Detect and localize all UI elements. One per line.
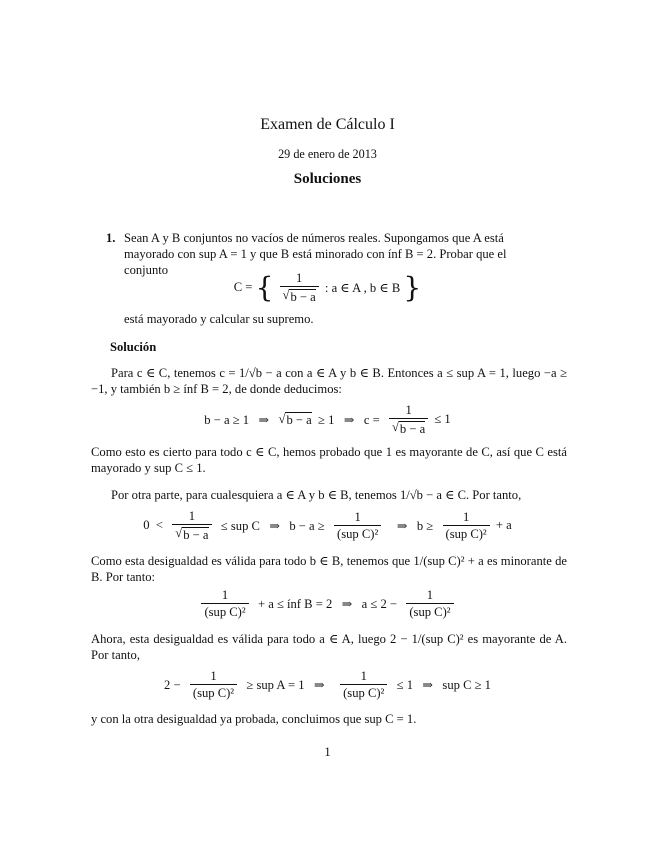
eq3-num2: 1 xyxy=(426,588,434,602)
eq4-part-c: ≤ 1 ⇒ sup C ≥ 1 xyxy=(393,678,491,692)
eq3-den1: (sup C)² xyxy=(201,603,248,619)
eq2-part-a: 0 < xyxy=(143,518,167,533)
eq1-num: 1 xyxy=(405,403,412,417)
eq4-den2: (sup C)² xyxy=(340,684,387,700)
set-eq-fraction xyxy=(280,272,319,304)
solution-heading: Solución xyxy=(110,340,157,354)
eq4-fraction-1 xyxy=(190,670,237,700)
solution-paragraph-6: y con la otra desigualdad ya probada, concluimos que sup C = 1. xyxy=(91,712,417,726)
eq3-part-a: + a ≤ ínf B = 2 ⇒ a ≤ 2 − xyxy=(254,597,401,611)
eq2-den3: (sup C)² xyxy=(443,525,490,541)
equation-4 xyxy=(0,670,655,700)
statement-line-3: conjunto xyxy=(124,263,169,277)
eq1-part-b: ≥ 1 ⇒ c = xyxy=(314,412,383,427)
eq4-den1: (sup C)² xyxy=(190,684,237,700)
eq4-fraction-2 xyxy=(340,670,387,700)
eq2-part-d: + a xyxy=(495,518,512,533)
eq2-den1: b − a xyxy=(183,527,209,542)
eq4-num1: 1 xyxy=(210,669,217,683)
eq2-num3: 1 xyxy=(462,509,470,524)
set-eq-condition: : a ∈ A , b ∈ B xyxy=(324,280,401,295)
statement-line-1: Sean A y B conjuntos no vacíos de números reales. Supongamos que A está xyxy=(124,231,504,245)
eq1-sqrt: b − a xyxy=(286,412,312,427)
solution-paragraph-4: Como esta desigualdad es válida para todo b ∈ B, tenemos que 1/(sup C)² + a es minorante de B. Por tanto: xyxy=(91,554,567,584)
set-eq-lhs: C = xyxy=(233,280,253,295)
eq2-part-c: ⇒ b ≥ xyxy=(387,518,437,533)
eq2-den1-wrap: √b − a xyxy=(172,524,211,542)
page-title: Examen de Cálculo I xyxy=(260,116,395,133)
solution-paragraph-2: Como esto es cierto para todo c ∈ C, hemos probado que 1 es mayorante de C, así que C está mayorado y sup C ≤ 1. xyxy=(91,445,567,475)
right-brace: } xyxy=(403,270,422,304)
solution-paragraph-1: Para c ∈ C, tenemos c = 1/√b − a con a ∈ A y b ∈ B. Entonces a ≤ sup A = 1, luego −a ≥ −1, y también b ≥ ínf B = 2, de donde deducimos: xyxy=(91,366,567,396)
eq1-fraction xyxy=(389,404,428,436)
set-eq-den-wrap: √b − a xyxy=(280,286,319,304)
problem-statement xyxy=(124,230,567,278)
equation-1 xyxy=(0,404,655,436)
set-eq-den: b − a xyxy=(290,289,316,304)
eq3-num1: 1 xyxy=(221,588,229,602)
statement-line-2: mayorado con sup A = 1 y que B está minorado con ínf B = 2. Probar que el xyxy=(124,247,507,261)
equation-3 xyxy=(0,589,655,619)
eq2-part-b: ≤ sup C ⇒ b − a ≥ xyxy=(217,518,328,533)
eq1-den-wrap: √b − a xyxy=(389,418,428,436)
eq2-num1: 1 xyxy=(188,509,196,523)
page-number: 1 xyxy=(324,745,331,759)
set-definition-equation xyxy=(0,272,655,304)
equation-2 xyxy=(0,510,655,542)
exam-date: 29 de enero de 2013 xyxy=(278,147,377,161)
eq1-den: b − a xyxy=(399,421,426,436)
eq3-den2: (sup C)² xyxy=(406,603,453,619)
solution-paragraph-5: Ahora, esta desigualdad es válida para todo a ∈ A, luego 2 − 1/(sup C)² es mayorante de A. Por tanto, xyxy=(91,632,567,662)
left-brace: { xyxy=(255,270,274,304)
eq1-part-a: b − a ≥ 1 ⇒ xyxy=(204,412,276,427)
solution-paragraph-3: Por otra parte, para cualesquiera a ∈ A y b ∈ B, tenemos 1/√b − a ∈ C. Por tanto, xyxy=(111,488,522,502)
set-eq-num: 1 xyxy=(296,271,303,285)
eq4-part-b: ≥ sup A = 1 ⇒ xyxy=(243,678,334,692)
problem-number: 1. xyxy=(106,231,116,245)
eq2-den2: (sup C)² xyxy=(334,525,381,541)
eq1-sqrt-wrap: √b − a xyxy=(278,411,312,427)
eq2-fraction-1 xyxy=(172,510,211,542)
section-title: Soluciones xyxy=(293,171,362,187)
eq3-fraction-2 xyxy=(406,589,453,619)
eq2-num2: 1 xyxy=(354,509,361,524)
eq2-fraction-2 xyxy=(334,511,381,541)
eq4-num2: 1 xyxy=(360,669,367,683)
statement-end: está mayorado y calcular su supremo. xyxy=(124,312,314,326)
eq1-part-c: ≤ 1 xyxy=(434,412,451,427)
eq4-part-a: 2 − xyxy=(164,677,184,692)
eq3-fraction-1 xyxy=(201,589,248,619)
eq2-fraction-3 xyxy=(443,511,490,541)
